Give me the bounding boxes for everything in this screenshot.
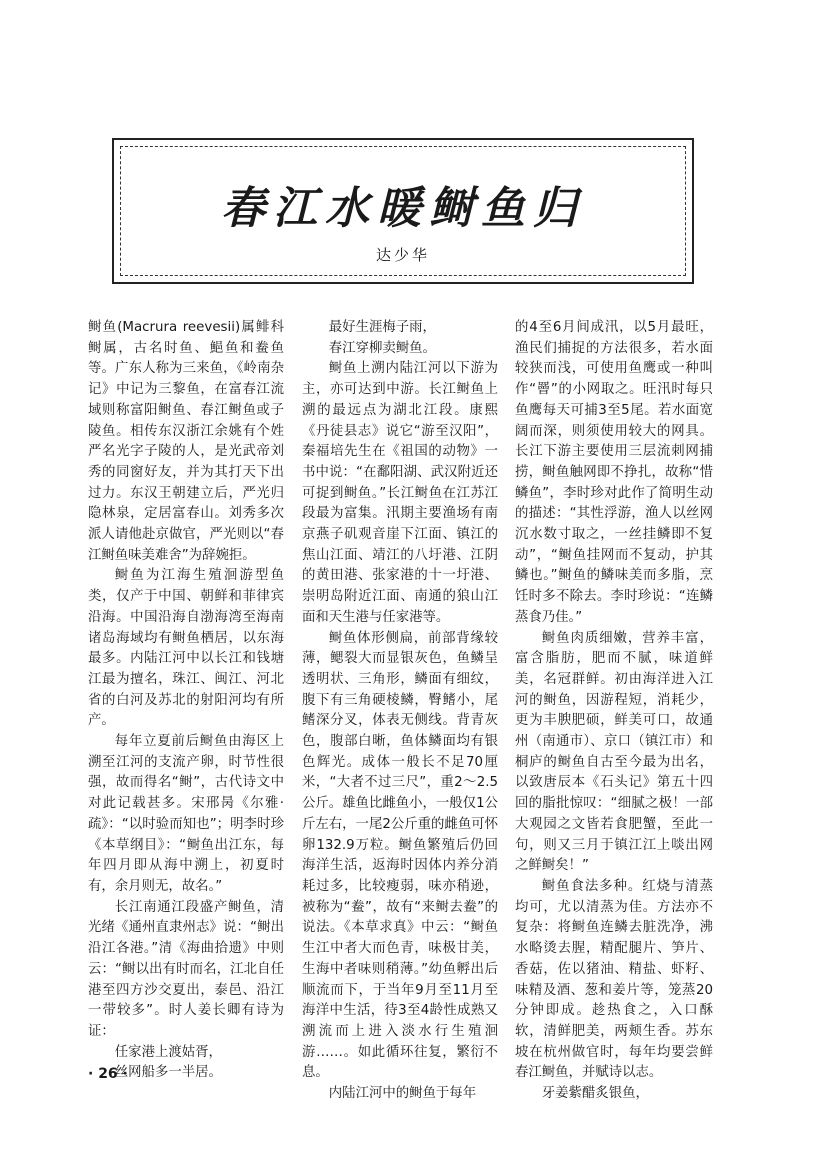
paragraph: 每年立夏前后鲥鱼由海区上溯至江河的支流产卵，时节性很强，故而得名“鲥”，古代诗文中对此记载甚多。宋邢昺《尔雅·疏》：“以时验而知也”；明李时珍《本草纲目》：“鲥鱼出江东，每年四月即从海中溯上，初夏时有，余月则无，故名。” xyxy=(88,734,284,894)
paragraph: 内陆江河中的鲥鱼于每年 xyxy=(328,1086,477,1102)
paragraph: 鲥鱼(Macrura reevesii)属鲱科鲥属，古名时鱼、䱒鱼和鲞鱼等。广东人称为三来鱼，《岭南杂记》中记为三黎鱼，在富春江流域则称富阳鲥鱼、春江鲥鱼或子陵鱼。相传东汉浙江余姚有个姓严名光字子陵的人，是光武帝刘秀的同窗好友，并为其打天下出过力。东汉王朝建立后，严光归隐林泉，定居富春山。刘秀多次派人请他赴京做官，严光则以“春江鲥鱼味美难舍”为辞婉拒。 xyxy=(88,320,284,563)
page-number: · 26 · xyxy=(88,1066,128,1082)
article-author: 达少华 xyxy=(375,246,430,264)
paragraph: 最好生涯梅子雨， xyxy=(328,320,436,335)
paragraph: 鲥鱼食法多种。红烧与清蒸均可，尤以清蒸为佳。方法亦不复杂：将鲥鱼连鳞去脏洗净，沸水略烫去腥，精配腿片、笋片、香菇，佐以猪油、精盐、虾籽、味精及酒、葱和姜片等，笼蒸20分钟即成。趁热食之，入口酥软，清鲜肥美，两颊生香。苏东坡在杭州做官时，每年均要尝鲜春江鲥鱼，并赋诗以志。 xyxy=(515,878,713,1081)
text-column-2 xyxy=(302,318,498,1105)
paragraph: 鲥鱼为江海生殖洄游型鱼类，仅产于中国、朝鲜和菲律宾沿海。中国沿海自渤海湾至海南诸岛海域均有鲥鱼栖居，以东海最多。内陆江河中以长江和钱塘江最为擅名，珠江、闽江、河北省的白河及苏北的射阳河均有所产。 xyxy=(88,568,284,729)
paragraph: 长江南通江段盛产鲥鱼，清光绪《通州直隶州志》说：“鲥出沿江各港。”清《海曲拾遗》中则云：“鲥以出有时而名，江北自任港至四方沙交夏出，泰邑、沿江一带较多”。时人姜长卿有诗为证： xyxy=(88,899,284,1039)
paragraph: 的4至6月间成汛，以5月最旺，渔民们捕捉的方法很多，若水面较狭而浅，可使用鱼鹰或一种叫作“罾”的小网取之。旺汛时每只鱼鹰每天可捕3至5尾。若水面宽阔而深，则须使用较大的网具。长江下游主要使用三层流刺网捕捞，鲥鱼触网即不挣扎，故称“惜鳞鱼”，李时珍对此作了简明生动的描述：“其性浮游，渔人以丝网沉水数寸取之，一丝挂鳞即不复动”，“鲥鱼挂网而不复动，护其鳞也。”鲥鱼的鳞味美而多脂，烹饪时多不除去。李时珍说：“连鳞蒸食乃佳。” xyxy=(515,320,713,625)
paragraph: 鲥鱼体形侧扁，前部背缘较薄，鳃裂大而显银灰色，鱼鳞呈透明状、三角形，鳞面有细纹，腹下有三角硬棱鳞，臀鳍小，尾鳍深分叉，体表无侧线。背青灰色，腹部白晰，鱼体鳞面均有银色辉光。成体一般长不足70厘米，“大者不过三尺”，重2～2.5公斤。雄鱼比雌鱼小，一般仅1公斤左右，一尾2公斤重的雌鱼可怀卵132.9万粒。鲥鱼繁殖后仍回海洋生活，返海时因体内养分消耗过多，比较瘦弱，味亦稍逊，被称为“鲞”，故有“来鲥去鲞”的说法。《本草求真》中云：“鲥鱼生江中者大而色青，味极甘美，生海中者味则稍薄。”幼鱼孵出后顺流而下，于当年9月至11月至海洋中生活，待3至4龄性成熟又溯流而上进入淡水行生殖洄游……。如此循环往复，繁衍不息。 xyxy=(302,630,498,1081)
paragraph: 鲥鱼上溯内陆江河以下游为主，亦可达到中游。长江鲥鱼上溯的最远点为湖北江段。康熙《丹徒县志》说它“游至汉阳”，秦福培先生在《祖国的动物》一书中说：“在鄱阳湖、武汉附近还可捉到鲥鱼。”长江鲥鱼在江苏江段最为富集。汛期主要渔场有南京燕子矶观音崖下江面、镇江的焦山江面、靖江的八圩港、江阴的黄田港、张家港的十一圩港、崇明岛附近江面、南通的狼山江面和天生港与任家港等。 xyxy=(302,361,498,625)
paragraph: 牙姜紫醋炙银鱼， xyxy=(541,1086,649,1102)
paragraph: 丝网船多一半居。 xyxy=(114,1065,222,1081)
paragraph: 鲥鱼肉质细嫩，营养丰富，富含脂肪，肥而不腻，味道鲜美，名冠群鲜。初由海洋进入江河的鲥鱼，因游程短，消耗少，更为丰腴肥硕，鲜美可口，故通州（南通市）、京口（镇江市）和桐庐的鲥鱼自古至今最为出名，以致唐辰本《石头记》第五十四回的脂批惊叹：“细腻之极！一部大观园之文皆若食肥蟹，至此一句，则又三月于镇江江上啖出网之鲜鲥矣！” xyxy=(515,630,713,874)
paragraph: 春江穿柳卖鲥鱼。 xyxy=(328,340,436,356)
text-column-1 xyxy=(88,318,284,1084)
text-column-3 xyxy=(515,318,713,1105)
paragraph: 任家港上渡姑胥， xyxy=(114,1044,222,1060)
article-title: 春江水暖鲥鱼归 xyxy=(221,183,585,234)
